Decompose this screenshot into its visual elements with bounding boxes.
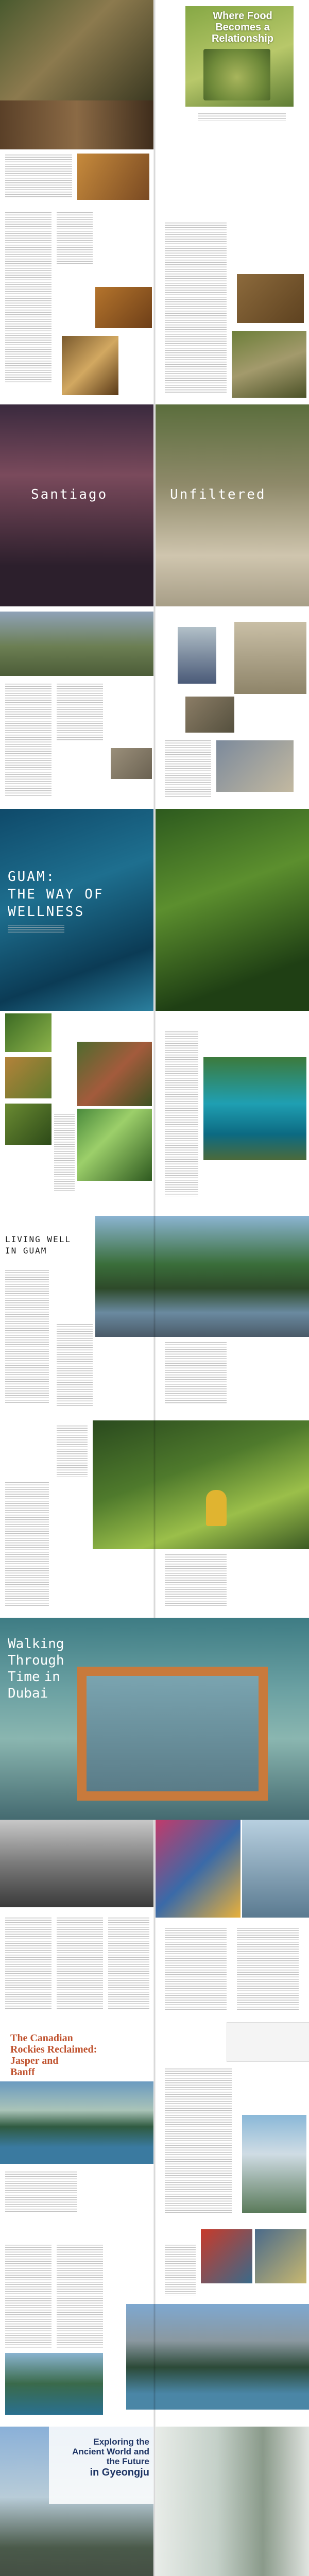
rockies-title [10, 2032, 97, 2078]
dubai-title-line-3-4 [8, 1669, 64, 1685]
rockies-title-line-4: Banff [10, 2066, 35, 2078]
dubai-title-line-5: Dubai [8, 1686, 48, 1701]
guam-title-line-3: WELLNESS [8, 904, 85, 920]
food-title-line-2: Becomes a [215, 22, 270, 33]
red-chairs-photo [201, 2229, 252, 2283]
guam-col-1 [54, 1114, 75, 1191]
bridge-photo [0, 612, 153, 676]
gutter-1 [153, 0, 156, 202]
leaf-photo-1 [5, 1013, 52, 1052]
gutter-5 [153, 809, 156, 1011]
dubai-title-line-2: Through [8, 1653, 64, 1668]
basket-photo [203, 49, 270, 100]
santiago-col-1 [5, 684, 52, 797]
dish-photo-2 [62, 336, 118, 395]
gutter-11 [153, 2022, 156, 2224]
banyan-col-3 [165, 1554, 227, 1606]
gutter-4 [153, 606, 156, 809]
santiago-title-left: Santiago [31, 487, 108, 502]
chef-portrait-photo [232, 331, 306, 398]
rockies-col-2 [165, 2069, 232, 2213]
map-sketch [227, 2022, 309, 2062]
living-well-line-2: IN GUAM [5, 1246, 47, 1256]
rockies-title-line-1: The Canadian [10, 2032, 73, 2044]
rockies-title-line-3: Jasper and [10, 2055, 59, 2066]
dubai-col-1 [5, 1918, 52, 2010]
rockies-col-1 [5, 2172, 77, 2213]
gutter-3 [153, 404, 156, 606]
lake-mountain-photo [0, 2081, 153, 2164]
guam-intro-text [8, 925, 64, 933]
gutter-8 [153, 1415, 156, 1618]
food-col-1 [5, 212, 52, 382]
gutter-10 [153, 1820, 156, 2022]
guam-title-line-1: GUAM: [8, 869, 56, 885]
rockies-col-4 [57, 2245, 103, 2348]
shoots-photo [5, 1104, 52, 1145]
living-col-1 [5, 1270, 49, 1404]
living-well-line-1: LIVING WELL [5, 1234, 71, 1244]
side-dish-photo [237, 274, 304, 323]
chopsticks-food-photo [77, 154, 149, 200]
dish-photo-1 [95, 287, 152, 328]
food-body-text [5, 155, 72, 198]
dubai-col-4 [165, 1928, 227, 2010]
living-col-3 [165, 1342, 227, 1404]
dubai-dome-photo [0, 1820, 153, 1907]
food-col-2 [57, 212, 93, 264]
santiago-title-right: Unfiltered [170, 487, 266, 502]
guam-title-line-2: THE WAY OF [8, 887, 104, 902]
mushroom-photo [77, 1042, 152, 1106]
gutter-6 [153, 1011, 156, 1213]
rockies-col-5 [165, 2245, 196, 2296]
gyeongju-title [62, 2437, 149, 2479]
santiago-col-3 [165, 740, 211, 797]
living-col-2 [57, 1324, 93, 1406]
food-col-3 [165, 223, 227, 393]
gutter-2 [153, 202, 156, 404]
spread-dubai [0, 1618, 309, 1820]
dubai-col-5 [237, 1928, 299, 2010]
food-title [194, 10, 291, 44]
alley-photo [185, 697, 234, 733]
rockies-title-line-2: Rockies Reclaimed: [10, 2044, 97, 2055]
living-well-title [5, 1234, 71, 1257]
food-title-line-1: Where Food [213, 10, 272, 22]
dubai-col-3 [108, 1918, 149, 2010]
dubai-title-line-4: in [44, 1669, 60, 1685]
dubai-title-line-1: Walking [8, 1636, 64, 1652]
yoga-rocks-photo [95, 1216, 309, 1337]
leaf-photo-2 [5, 1057, 52, 1098]
gyeongju-title-line-2: Ancient World and [72, 2447, 149, 2456]
gyeongju-title-line-4: in Gyeongju [90, 2467, 149, 2478]
banyan-col-2 [57, 1426, 88, 1477]
facade-photo [234, 622, 306, 694]
street-photo-small [111, 748, 152, 779]
yellow-jacket-figure [206, 1490, 227, 1526]
lake-boat-photo [5, 2353, 103, 2415]
dubai-title-line-3: Time [8, 1669, 40, 1685]
guam-title [8, 868, 104, 921]
fern-jungle-photo [156, 809, 309, 1011]
burj-khalifa-photo [242, 1820, 309, 1918]
dubai-title [8, 1636, 64, 1702]
cathedral-interior-photo [0, 404, 153, 606]
woman-eating-photo [0, 0, 153, 100]
dubai-col-2 [57, 1918, 103, 2010]
gutter-7 [153, 1213, 156, 1415]
cable-car-photo [242, 2115, 306, 2213]
hikers-photo [255, 2229, 306, 2283]
bamboo-photo [77, 1109, 152, 1181]
banyan-col-1 [5, 1482, 49, 1606]
dubai-mall-photo [156, 1820, 241, 1918]
pilgrim-photo [178, 627, 216, 684]
gutter-12 [153, 2224, 156, 2427]
gyeongju-title-line-3: the Future [106, 2456, 149, 2466]
cooking-hands-photo [0, 100, 153, 149]
santiago-col-2 [57, 684, 103, 740]
stone-building-photo [156, 404, 309, 606]
rockies-col-3 [5, 2245, 52, 2348]
turquoise-lagoon-photo [203, 1057, 306, 1160]
food-intro-text [198, 113, 286, 121]
food-title-line-3: Relationship [211, 33, 273, 44]
gutter-13 [153, 2427, 156, 2576]
banyan-tree-photo [93, 1420, 309, 1549]
gyeongju-title-line-1: Exploring the [93, 2437, 149, 2447]
window-interior-photo [156, 2427, 309, 2576]
market-photo [216, 740, 294, 792]
guam-col-2 [165, 1031, 198, 1196]
dubai-frame-photo [77, 1667, 268, 1801]
